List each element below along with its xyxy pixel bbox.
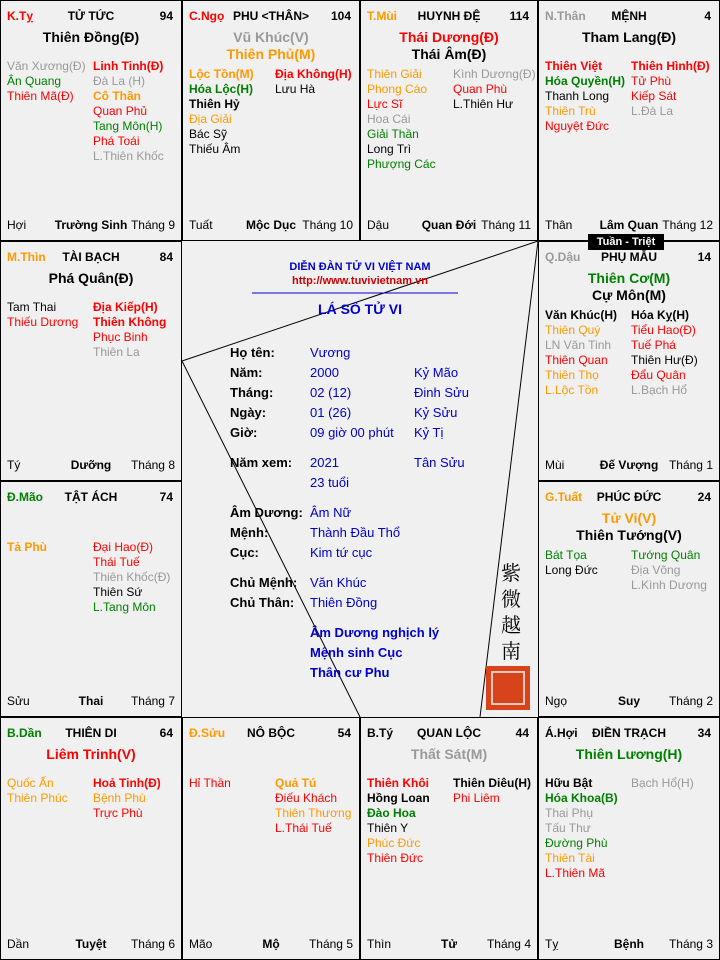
footer-branch: Ngọ: [545, 694, 568, 708]
chumenh-label: Chủ Mệnh:: [230, 575, 298, 590]
han-char: 南: [501, 639, 521, 663]
footer-month: Tháng 8: [130, 458, 175, 472]
menh-value: Thành Đầu Thổ: [310, 525, 401, 540]
star-item: L.Tang Môn: [93, 600, 156, 614]
palace-age: 104: [330, 9, 351, 23]
star-item: Thiên Mã(Đ): [7, 89, 74, 103]
star-column-left: [7, 776, 68, 806]
palace-footer: [539, 218, 719, 232]
footer-branch: Dần: [7, 937, 30, 951]
star-item: L.Thái Tuế: [275, 821, 332, 835]
star-item: Cô Thần: [93, 89, 141, 103]
palace-name: PHU <THÂN>: [232, 9, 309, 23]
note-menh-cuc: Mệnh sinh Cục: [310, 645, 403, 660]
footer-stage: Suy: [617, 694, 640, 708]
star-item: Long Trì: [367, 142, 412, 156]
star-item: Tử Phù: [631, 74, 672, 88]
palace-age: 114: [509, 9, 529, 23]
star-item: Quan Phủ: [93, 104, 148, 118]
day-canchi: Kỷ Sửu: [414, 405, 458, 420]
main-star: Tử Vi(V): [601, 510, 657, 526]
footer-month: Tháng 1: [668, 458, 713, 472]
palace-header: [361, 9, 537, 25]
palace-ty: [0, 0, 182, 241]
palace-name: TẬT ÁCH: [64, 490, 118, 504]
day-label: Ngày:: [230, 405, 267, 420]
star-item: Thiên Không: [93, 315, 167, 329]
star-item: Quả Tú: [275, 776, 317, 790]
age-value: 23 tuổi: [310, 475, 350, 490]
star-column-right: [631, 776, 694, 791]
star-item: Văn Xương(Đ): [7, 59, 86, 73]
star-column-right: [631, 548, 707, 593]
star-item: Nguyệt Đức: [545, 119, 610, 133]
footer-branch: Hợi: [7, 218, 27, 232]
star-item: Bệnh Phù: [93, 791, 146, 805]
palace-name: QUAN LỘC: [417, 726, 481, 740]
palace-branch: M.Thìn: [7, 250, 46, 264]
star-item: Hóa Kỵ(H): [631, 308, 690, 322]
hour-value: 09 giờ 00 phút: [310, 425, 394, 440]
main-stars: [1, 29, 181, 46]
star-column-left: [367, 776, 430, 866]
chuthan-label: Chủ Thân:: [230, 595, 295, 610]
palace-footer: [361, 937, 537, 951]
year-value: 2000: [310, 365, 339, 380]
palace-age: 54: [337, 726, 351, 740]
han-char: 越: [501, 613, 521, 637]
palace-footer: [183, 937, 359, 951]
palace-branch: G.Tuất: [545, 490, 583, 504]
footer-stage: Dưỡng: [70, 458, 112, 472]
palace-ty2: [360, 717, 538, 960]
star-item: Bác Sỹ: [189, 127, 228, 141]
star-column-right: [93, 776, 161, 821]
month-value: 02 (12): [310, 385, 352, 400]
star-item: Thiên Phúc: [7, 791, 68, 805]
footer-month: Tháng 11: [481, 218, 531, 232]
month-canchi: Đinh Sửu: [414, 385, 469, 400]
star-item: Phúc Đức: [367, 836, 421, 850]
palace-header: [539, 490, 719, 506]
star-item: Hồng Loan: [367, 791, 430, 805]
palace-suu: [182, 717, 360, 960]
star-item: Địa Giải: [189, 112, 232, 126]
main-star: Thiên Tướng(V): [576, 527, 682, 543]
star-item: Linh Tinh(Đ): [93, 59, 164, 73]
footer-stage: Lâm Quan: [599, 218, 659, 232]
star-column-right: [275, 776, 351, 836]
footer-stage: Bệnh: [614, 937, 644, 951]
main-stars: [361, 746, 537, 763]
star-column-right: [93, 540, 170, 615]
star-item: Hóa Lộc(H): [189, 82, 253, 96]
star-column-right: [453, 776, 531, 806]
main-star: Thiên Cơ(M): [587, 270, 671, 286]
main-star: Tham Lang(Đ): [581, 29, 677, 45]
palace-tuat: [538, 481, 720, 717]
palace-ngo: [182, 0, 360, 241]
footer-month: Tháng 7: [130, 694, 175, 708]
star-item: Thiên Thọ: [545, 368, 599, 382]
footer-stage: Mộc Dục: [245, 218, 296, 232]
name-value: Vương: [310, 345, 351, 360]
year-label: Năm:: [230, 365, 263, 380]
star-item: Địa Kiếp(H): [93, 300, 158, 314]
tuan-triet-label: Tuần - Triệt: [588, 234, 664, 250]
star-item: Hoa Cái: [367, 112, 411, 126]
star-column-left: [7, 540, 47, 555]
star-item: Phục Binh: [93, 330, 148, 344]
star-item: Trực Phù: [93, 806, 143, 820]
footer-month: Tháng 9: [130, 218, 175, 232]
palace-name: THIÊN DI: [65, 726, 117, 740]
palace-branch: Q.Dậu: [545, 250, 581, 264]
footer-branch: Thân: [545, 218, 573, 232]
star-item: Thiên Việt: [545, 59, 603, 73]
star-item: Lộc Tồn(M): [189, 67, 254, 81]
star-column-right: [631, 59, 710, 119]
chumenh-value: Văn Khúc: [310, 575, 367, 590]
footer-month: Tháng 10: [302, 218, 353, 232]
palace-name: NÔ BỘC: [247, 726, 295, 740]
palace-age: 84: [159, 250, 173, 264]
star-item: Phi Liêm: [453, 791, 500, 805]
main-star: Thiên Lương(H): [575, 746, 683, 762]
view-year-canchi: Tân Sửu: [414, 455, 465, 470]
star-item: Hóa Khoa(B): [545, 791, 618, 805]
footer-branch: Tỵ: [545, 937, 559, 951]
star-item: Thiên Quan: [545, 353, 608, 367]
palace-age: 74: [159, 490, 173, 504]
footer-month: Tháng 6: [130, 937, 175, 951]
palace-than: [538, 0, 720, 241]
star-item: Quan Phù: [453, 82, 508, 96]
star-item: Đà La (H): [93, 74, 146, 88]
star-item: Phong Cáo: [367, 82, 428, 96]
palace-header: [183, 9, 359, 25]
star-item: Long Đức: [545, 563, 598, 577]
palace-footer: [361, 218, 537, 232]
main-stars: [1, 270, 181, 287]
palace-footer: [1, 218, 181, 232]
star-item: Địa Không(H): [275, 67, 352, 81]
star-item: Thiên Y: [367, 821, 409, 835]
note-amduong: Âm Dương nghịch lý: [310, 625, 440, 640]
hour-canchi: Kỷ Tị: [414, 425, 444, 440]
footer-branch: Tuất: [189, 218, 213, 232]
star-column-left: [7, 59, 86, 104]
main-star: Thái Âm(Đ): [411, 46, 487, 62]
palace-age: 34: [697, 726, 711, 740]
star-item: Thiên Đức: [367, 851, 424, 865]
star-column-left: [545, 59, 625, 134]
hour-label: Giờ:: [230, 425, 258, 440]
star-item: Thiên Khốc(Đ): [93, 570, 171, 584]
name-label: Họ tên:: [230, 345, 275, 360]
star-column-right: [275, 67, 352, 97]
star-item: L.Đà La: [631, 104, 674, 118]
star-column-left: [545, 548, 598, 578]
palace-footer: [1, 694, 181, 708]
chuthan-value: Thiên Đồng: [310, 595, 378, 610]
star-item: Đường Phù: [545, 836, 608, 850]
day-value: 01 (26): [310, 405, 352, 420]
star-item: Điếu Khách: [275, 791, 338, 805]
star-item: Bát Tọa: [545, 548, 587, 562]
star-column-left: [545, 308, 617, 398]
palace-dan: [0, 717, 182, 960]
star-item: Đại Hao(Đ): [93, 540, 154, 554]
star-item: Thiên Hỷ: [189, 97, 240, 111]
star-item: Ân Quang: [7, 74, 62, 88]
year-canchi: Kỷ Mão: [414, 365, 459, 380]
view-year-value: 2021: [310, 455, 339, 470]
footer-branch: Mão: [189, 937, 213, 951]
palace-header: [539, 726, 719, 742]
star-item: Quốc Ấn: [7, 776, 54, 790]
footer-month: Tháng 12: [662, 218, 713, 232]
footer-branch: Thìn: [367, 937, 392, 951]
star-item: Tang Môn(H): [93, 119, 163, 133]
star-item: Thiên Giải: [367, 67, 422, 81]
footer-branch: Tý: [7, 458, 21, 472]
star-item: L.Thiên Mã: [545, 866, 606, 880]
main-stars: [539, 29, 719, 46]
palace-age: 44: [515, 726, 529, 740]
palace-branch: K.Tỵ: [7, 9, 34, 23]
palace-footer: [183, 218, 359, 232]
star-item: Phá Toái: [93, 134, 140, 148]
star-item: Lưu Hà: [275, 82, 316, 96]
star-column-left: [367, 67, 436, 172]
star-column-left: [7, 300, 78, 330]
star-column-left: [189, 67, 254, 157]
palace-age: 64: [159, 726, 173, 740]
amduong-value: Âm Nữ: [310, 505, 352, 520]
star-item: Tiểu Hao(Đ): [631, 323, 696, 337]
center-info: [182, 241, 538, 717]
star-item: Giải Thần: [367, 127, 419, 141]
star-item: Địa Võng: [631, 563, 681, 577]
main-star: Thất Sát(M): [410, 746, 488, 762]
main-star: Vũ Khúc(V): [233, 29, 309, 45]
view-year-label: Năm xem:: [230, 455, 293, 470]
star-item: Hỉ Thần: [189, 776, 231, 790]
star-item: Thiên Diêu(H): [453, 776, 531, 790]
palace-footer: [1, 937, 181, 951]
main-star: Phá Quân(Đ): [48, 270, 134, 286]
palace-branch: B.Dần: [7, 726, 42, 740]
star-item: Kình Dương(Đ): [453, 67, 536, 81]
main-star: Liêm Trinh(V): [46, 746, 136, 762]
star-item: Thiếu Dương: [7, 315, 79, 329]
star-item: Tướng Quân: [631, 548, 701, 562]
palace-name: HUYNH ĐỆ: [417, 9, 481, 23]
palace-branch: B.Tý: [367, 726, 394, 740]
palace-footer: [1, 458, 181, 472]
main-star: Thiên Phủ(M): [226, 46, 316, 62]
star-column-right: [93, 59, 164, 164]
han-char: 紫: [501, 561, 521, 585]
palace-name: ĐIỀN TRẠCH: [592, 726, 666, 740]
star-item: Đào Hoa: [367, 806, 416, 820]
chart-title: LÁ SỐ TỬ VI: [318, 301, 402, 317]
star-item: Thiên Trù: [545, 104, 596, 118]
star-item: Thiên Thương: [275, 806, 352, 820]
palace-age: 14: [697, 250, 711, 264]
star-item: Thiên Sứ: [93, 585, 143, 599]
palace-name: PHÚC ĐỨC: [596, 490, 662, 504]
star-item: Thiên Hình(Đ): [631, 59, 710, 73]
main-stars: [539, 270, 719, 304]
star-item: LN Văn Tinh: [545, 338, 612, 352]
star-item: Hóa Quyền(H): [545, 74, 626, 88]
footer-stage: Trường Sinh: [54, 218, 128, 232]
red-seal-stamp: [486, 666, 530, 710]
star-item: Tuế Phá: [631, 338, 676, 352]
footer-stage: Đế Vượng: [599, 458, 659, 472]
palace-name: PHỤ MẪU: [601, 250, 657, 264]
main-stars: [539, 510, 719, 544]
palace-footer: [539, 458, 719, 472]
star-item: Lực Sĩ: [367, 97, 403, 111]
star-item: Tam Thai: [7, 300, 57, 314]
palace-age: 94: [159, 9, 173, 23]
star-item: Thiên Quý: [545, 323, 601, 337]
footer-month: Tháng 4: [486, 937, 531, 951]
star-item: Thai Phụ: [545, 806, 594, 820]
star-column-left: [189, 776, 231, 791]
main-stars: [539, 746, 719, 763]
star-item: L.Thiên Khốc: [93, 149, 164, 163]
star-item: Đẩu Quân: [631, 368, 686, 382]
footer-branch: Mùi: [545, 458, 565, 472]
palace-header: [1, 726, 181, 742]
cuc-value: Kim tứ cục: [310, 545, 373, 560]
star-item: L.Lộc Tồn: [545, 383, 599, 397]
vertical-han-text: [496, 560, 526, 664]
footer-month: Tháng 2: [668, 694, 713, 708]
main-star: Thái Dương(Đ): [399, 29, 499, 45]
star-item: Thái Tuế: [93, 555, 140, 569]
star-column-right: [453, 67, 536, 112]
amduong-label: Âm Dương:: [230, 505, 303, 520]
palace-hoi: [538, 717, 720, 960]
palace-dau: [538, 241, 720, 481]
star-item: Thiên Khôi: [367, 776, 429, 790]
note-than: Thân cư Phu: [310, 665, 390, 680]
footer-stage: Quan Đới: [421, 218, 477, 232]
footer-stage: Mộ: [262, 937, 280, 951]
star-item: L.Thiên Hư: [453, 97, 514, 111]
main-stars: [1, 746, 181, 763]
star-item: Tấu Thư: [545, 821, 591, 835]
star-column-right: [93, 300, 166, 360]
menh-label: Mệnh:: [230, 525, 269, 540]
footer-branch: Sửu: [7, 694, 30, 708]
forum-url[interactable]: http://www.tuvivietnam.vn: [292, 275, 428, 287]
palace-branch: Đ.Mão: [7, 490, 43, 504]
palace-header: [1, 9, 181, 25]
star-item: Bạch Hổ(H): [631, 776, 694, 790]
palace-age: 24: [697, 490, 711, 504]
star-item: Kiếp Sát: [631, 89, 677, 103]
star-item: Thanh Long: [545, 89, 610, 103]
star-item: L.Bạch Hổ: [631, 383, 688, 397]
star-item: Tả Phù: [7, 540, 48, 554]
palace-header: [1, 490, 181, 506]
palace-thin: [0, 241, 182, 481]
palace-header: [539, 9, 719, 25]
palace-name: TÀI BẠCH: [62, 250, 120, 264]
star-item: L.Kình Dương: [631, 578, 707, 592]
star-item: Thiếu Âm: [189, 142, 241, 156]
star-item: Hữu Bật: [545, 776, 593, 790]
palace-branch: C.Ngọ: [189, 9, 225, 23]
footer-stage: Thai: [78, 694, 104, 708]
palace-branch: Á.Hợi: [545, 726, 578, 740]
star-item: Hoả Tinh(Đ): [93, 776, 161, 790]
footer-stage: Tuyệt: [75, 937, 107, 951]
forum-name: DIỄN ĐÀN TỬ VI VIỆT NAM: [289, 261, 431, 273]
star-item: Thiên La: [93, 345, 140, 359]
palace-name: MỆNH: [611, 9, 647, 23]
palace-header: [361, 726, 537, 742]
star-item: Phượng Các: [367, 157, 436, 171]
cuc-label: Cục:: [230, 545, 259, 560]
footer-branch: Dậu: [367, 218, 390, 232]
main-star: Cự Môn(M): [592, 287, 666, 303]
main-stars: [361, 29, 537, 63]
palace-branch: Đ.Sửu: [189, 726, 226, 740]
palace-header: [183, 726, 359, 742]
palace-mui: [360, 0, 538, 241]
main-stars: [183, 29, 359, 63]
star-column-left: [545, 776, 618, 881]
star-item: Thiên Tài: [545, 851, 595, 865]
palace-branch: N.Thân: [545, 9, 586, 23]
palace-age: 4: [704, 9, 711, 23]
star-column-right: [631, 308, 698, 398]
palace-branch: T.Mùi: [367, 9, 397, 23]
footer-stage: Tử: [440, 937, 458, 951]
palace-name: TỬ TỨC: [67, 9, 115, 23]
palace-footer: [539, 694, 719, 708]
palace-header: [1, 250, 181, 266]
star-item: Thiên Hư(Đ): [631, 353, 698, 367]
han-char: 微: [501, 587, 521, 611]
month-label: Tháng:: [230, 385, 274, 400]
footer-month: Tháng 3: [668, 937, 713, 951]
palace-mao: [0, 481, 182, 717]
footer-month: Tháng 5: [308, 937, 353, 951]
palace-footer: [539, 937, 719, 951]
palace-header: [539, 250, 719, 266]
star-item: Văn Khúc(H): [545, 308, 617, 322]
main-star: Thiên Đồng(Đ): [42, 29, 140, 45]
